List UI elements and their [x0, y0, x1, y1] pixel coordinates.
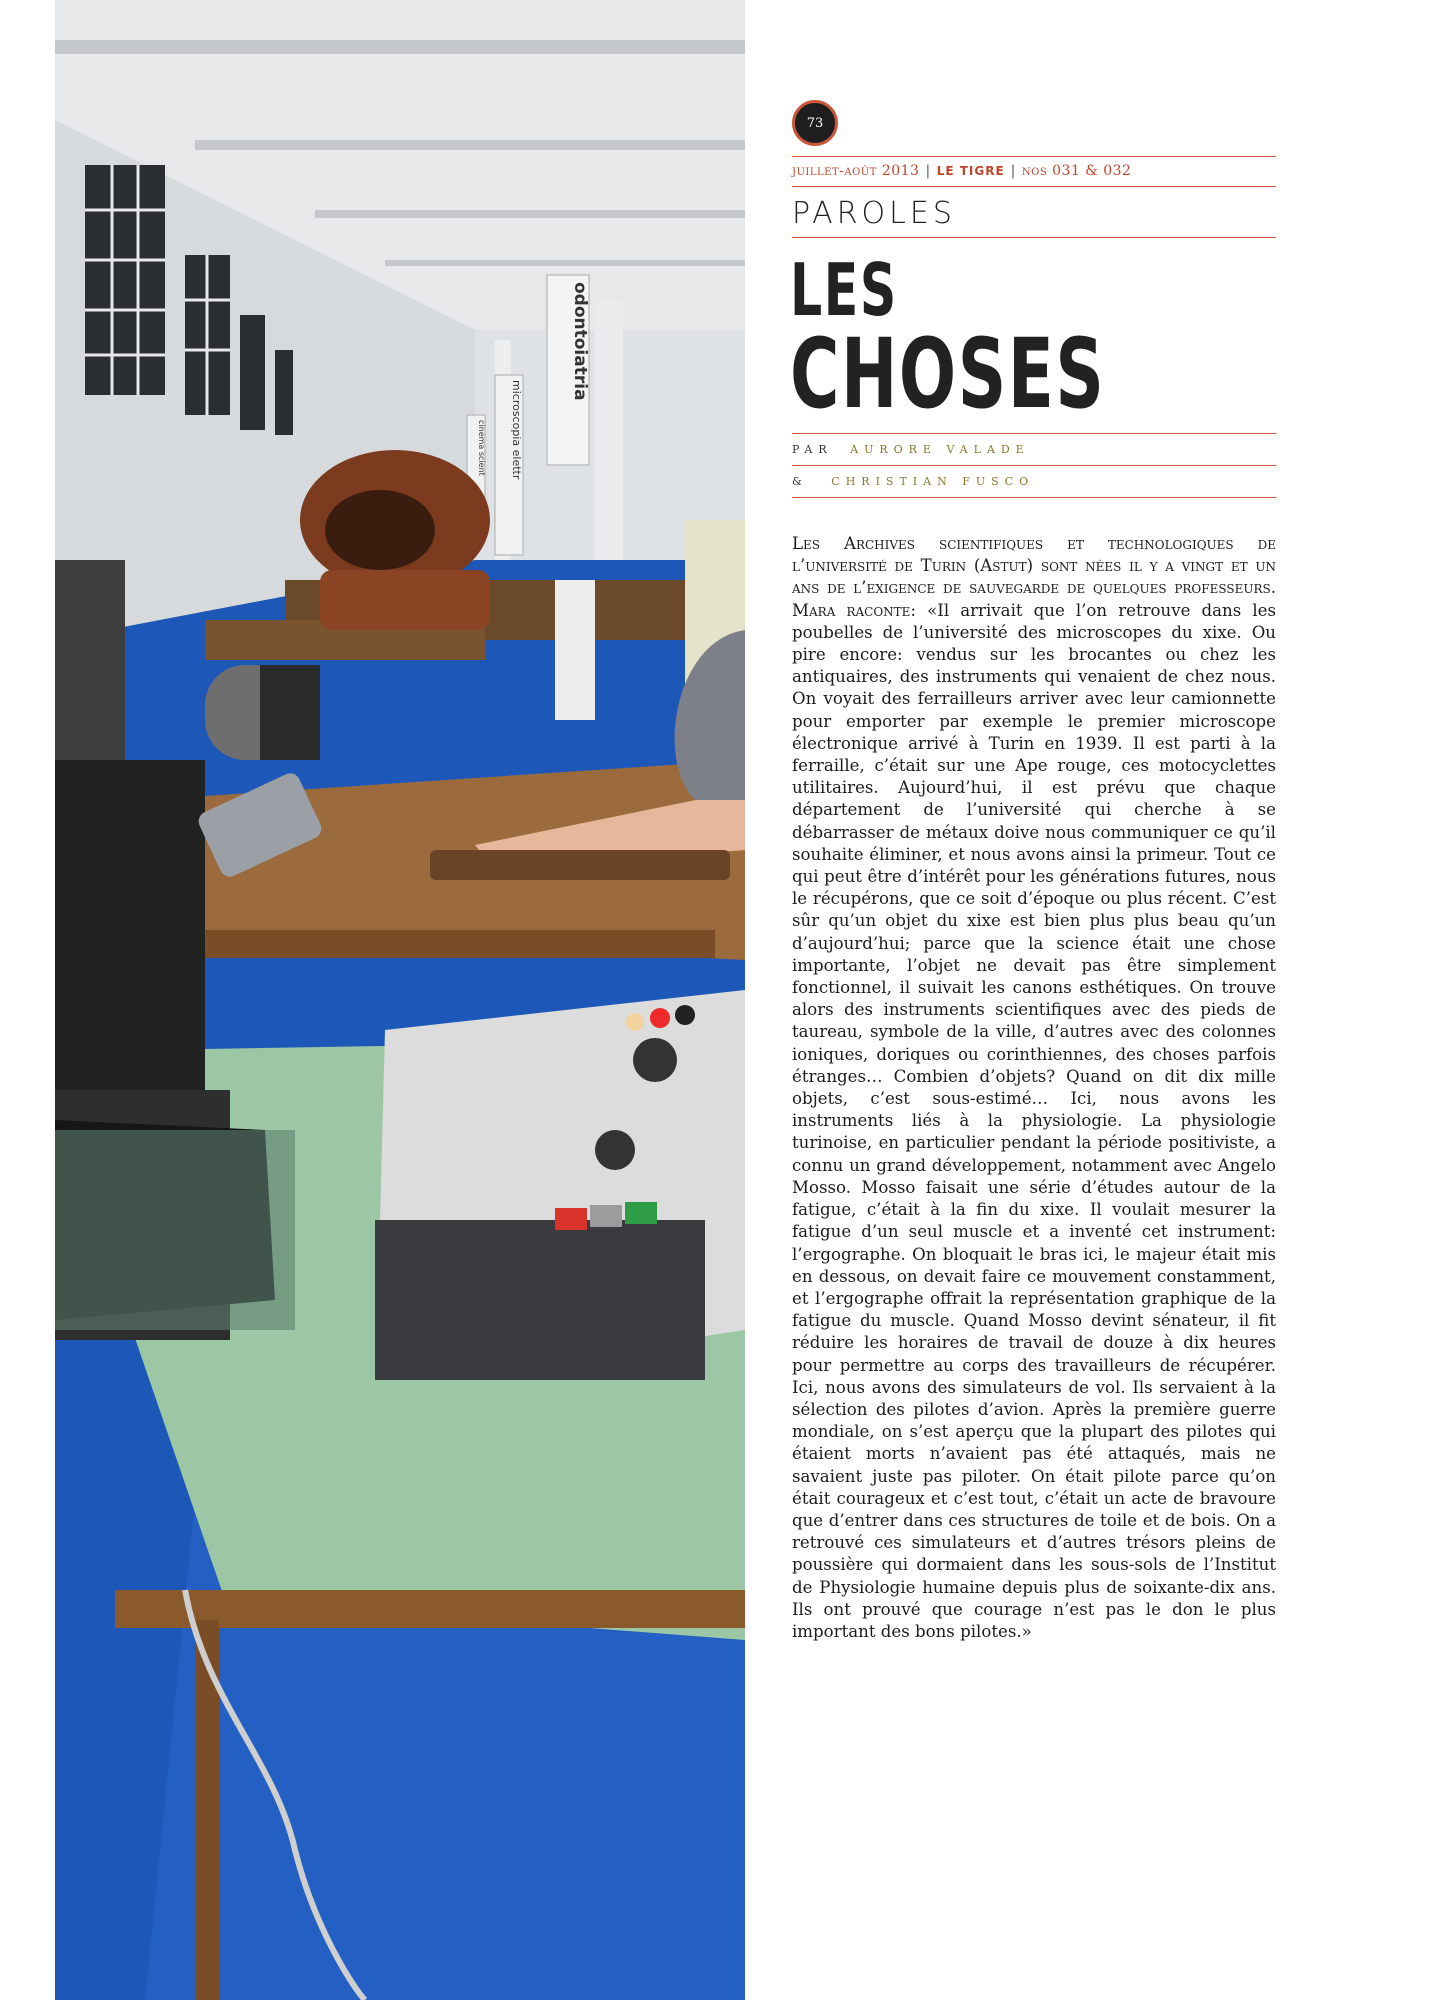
author-name-2: CHRISTIAN FUSCO — [831, 475, 1035, 488]
page-number: 73 — [806, 115, 824, 131]
lab-photo-drawing — [55, 0, 745, 2000]
by-label: PAR — [792, 443, 833, 456]
article-body — [792, 533, 1276, 1643]
article-title-line2: CHOSES — [790, 318, 1106, 430]
header-rule-top — [792, 156, 1276, 157]
header-rule-middle — [792, 186, 1276, 187]
issue-number: nos 031 & 032 — [1021, 163, 1132, 179]
header-rule-bottom — [792, 237, 1276, 238]
byline-rule-top — [792, 433, 1276, 434]
author-name-1: AURORE VALADE — [850, 443, 1030, 456]
sign-odontoiatria: odontoiatria — [570, 282, 590, 401]
article-text: «Il arrivait que l’on retrouve dans les poubelles de l’université des microscopes du xixe. Ou pire encore: vendus sur les brocantes ou chez les antiquaires, des instruments qui venaient de chez nous. On voyait des ferrailleurs arriver avec leur camionnette pour emporter par exemple le premier microscope électronique arrivé à Turin en 1939. Il est parti à la ferraille, c’était sur une Ape rouge, ces motocyclettes utilitaires. Aujourd’hui, il est prévu que chaque département de l’université qui cherche à se débarrasser de métaux doive nous communiquer ce qu’il souhaite éliminer, et nous avons ainsi la primeur. Tout ce qui peut être d’intérêt pour les générations futures, nous le récupérons, que ce soit d’époque ou plus récent. C’est sûr qu’un objet du xixe est bien plus plus beau qu’un d’aujourd’hui; parce que la science était une chose importante, l’objet ne devait pas être simplement fonctionnel, il suivait les canons esthétiques. On trouve alors des instruments scientifiques avec des pieds de taureau, symbole de la ville, d’autres avec des colonnes ioniques, doriques ou corinthiennes, des choses parfois étranges… Combien d’objets? Quand on dit dix mille objets, c’est sous-estimé… Ici, nous avons les instruments liés à la physiologie. La physiologie turinoise, en particulier pendant la période positiviste, a connu un grand développement, notamment avec Angelo Mosso. Mosso faisait une série d’études autour de la fatigue, c’était à la fin du xixe. Il voulait mesurer la fatigue d’un seul muscle et a inventé cet instrument: l’ergographe. On bloquait le bras ici, le majeur était mis en dessous, on devait faire ce mouvement constamment, et l’ergographe offrait la représentation graphique de la fatigue du muscle. Quand Mosso devint sénateur, il fit réduire les horaires de travail de douze à dix heures pour permettre au corps des travailleurs de récupérer. Ici, nous avons des simulateurs de vol. Ils servaient à la sélection des pilotes d’avion. Après la première guerre mondiale, on s’est aperçu que la plupart des pilotes qui étaient morts n’avaient pas été attaqués, mais ne savaient juste pas piloter. On était pilote parce qu’on était courageux et c’est tout, c’était un acte de bravoure que d’entrer dans ces structures de toile et de bois. On a retrouvé ces simulateurs et d’autres trésors pleins de poussière qui dormaient dans les sous-sols de l’Institut de Physiologie humaine depuis plus de soixante-dix ans. Ils ont prouvé que courage n’est pas le don le plus important des bons pilotes.» — [792, 600, 1276, 1641]
lab-photo — [55, 0, 745, 2000]
dateline: juillet-août 2013 | LE TIGRE | nos 031 & 032 — [792, 163, 1132, 179]
article-lead: Les Archives scientifiques et technologiques de l’université de Turin (Astut) sont nées il y a vingt et un ans de l’exigence de sauvegarde de quelques professeurs. Mara raconte: — [792, 534, 1276, 620]
page-number-badge — [792, 100, 838, 146]
sign-cinema: cinema scient — [477, 420, 486, 476]
byline-author1 — [792, 443, 1030, 456]
magazine-name: LE TIGRE — [936, 164, 1005, 178]
sign-microscopia: microscopia elettr — [510, 380, 523, 480]
and-label: & — [792, 475, 808, 488]
byline-author2 — [792, 475, 1034, 488]
section-title: PAROLES — [792, 196, 956, 231]
byline-rule-bottom — [792, 497, 1276, 498]
article-title-line1: LES — [790, 248, 898, 332]
issue-date: juillet-août 2013 — [792, 163, 920, 179]
byline-rule-middle — [792, 465, 1276, 466]
